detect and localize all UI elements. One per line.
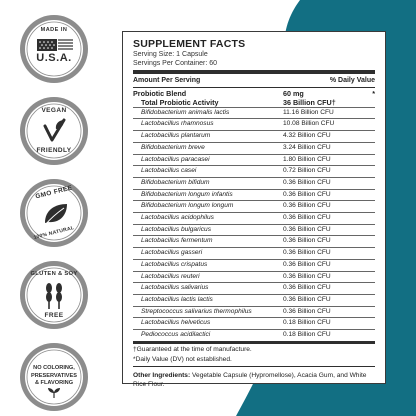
strain-amount: 4.32 Billion CFU <box>283 132 331 140</box>
strain-row <box>133 143 375 155</box>
strain-name: Bifidobacterium breve <box>141 143 205 151</box>
strain-name: Lactobacillus salivarius <box>141 284 209 292</box>
footnote-guaranteed: †Guaranteed at the time of manufacture. <box>133 345 252 353</box>
strain-row <box>133 190 375 202</box>
strain-name: Lactobacillus casei <box>141 167 197 175</box>
strain-list <box>133 108 375 344</box>
blend-name: Probiotic Blend <box>133 88 187 98</box>
strain-amount: 0.72 Billion CFU <box>283 167 331 175</box>
dv-header: % Daily Value <box>329 77 375 84</box>
sprout-icon <box>19 342 89 412</box>
strain-amount: 0.36 Billion CFU <box>283 178 331 186</box>
badge-main-text: U.S.A. <box>36 52 72 64</box>
total-amount: 36 Billion CFU† <box>283 97 336 107</box>
badge-top-text: GLUTEN & SOY <box>30 271 78 277</box>
strain-amount: 0.18 Billion CFU <box>283 319 331 327</box>
strain-row <box>133 225 375 237</box>
gmo-free-badge <box>19 178 89 248</box>
strain-name: Bifidobacterium bifidum <box>141 178 210 186</box>
made-in-usa-badge <box>19 14 89 84</box>
divider-thick <box>133 70 375 74</box>
strain-row <box>133 295 375 307</box>
strain-name: Lactobacillus crispatus <box>141 260 208 268</box>
gluten-soy-free-badge <box>19 260 89 330</box>
strain-amount: 0.36 Billion CFU <box>283 307 331 315</box>
strain-amount: 10.08 Billion CFU <box>283 120 335 128</box>
blend-block <box>133 88 375 108</box>
strain-name: Lactobacillus rhamnosus <box>141 120 214 128</box>
strain-amount: 0.36 Billion CFU <box>283 295 331 303</box>
badge-line-3: & FLAVORING <box>34 380 74 386</box>
strain-row <box>133 272 375 284</box>
strain-name: Lactobacillus helveticus <box>141 319 211 327</box>
blend-row <box>133 89 375 98</box>
badge-line-1: NO COLORING, <box>33 365 75 371</box>
vegan-friendly-badge <box>19 96 89 166</box>
blend-dv: * <box>372 88 375 98</box>
no-coloring-badge <box>19 342 89 412</box>
strain-amount: 0.36 Billion CFU <box>283 284 331 292</box>
strain-amount: 3.24 Billion CFU <box>283 143 331 151</box>
strain-name: Lactobacillus reuteri <box>141 272 200 280</box>
strain-name: Streptococcus salivarius thermophilus <box>141 307 252 315</box>
strain-name: Lactobacillus fermentum <box>141 237 213 245</box>
strain-row <box>133 307 375 319</box>
strain-row <box>133 155 375 167</box>
strain-row <box>133 119 375 131</box>
blend-amount: 60 mg <box>283 88 304 98</box>
strain-amount: 1.80 Billion CFU <box>283 155 331 163</box>
strain-amount: 0.36 Billion CFU <box>283 249 331 257</box>
other-ingredients <box>133 371 375 389</box>
total-activity-row <box>133 98 375 108</box>
column-header-row <box>133 76 375 88</box>
badge-line-2: PRESERVATIVES <box>30 372 77 379</box>
strain-row <box>133 318 375 330</box>
strain-amount: 0.18 Billion CFU <box>283 331 331 339</box>
serving-size: Serving Size: 1 Capsule <box>133 51 208 58</box>
strain-amount: 11.16 Billion CFU <box>283 108 334 116</box>
strain-name: Bifidobacterium longum longum <box>141 202 234 210</box>
ingredients-label: Other Ingredients: <box>133 371 191 379</box>
strain-amount: 0.36 Billion CFU <box>283 272 331 280</box>
strain-row <box>133 248 375 260</box>
strain-name: Lactobacillus bulgaricus <box>141 225 212 233</box>
usa-flag-icon <box>19 14 89 84</box>
strain-name: Bifidobacterium longum infantis <box>141 190 233 198</box>
amount-header: Amount Per Serving <box>133 77 201 84</box>
strain-row <box>133 166 375 178</box>
strain-name: Lactobacillus paracasei <box>141 155 210 163</box>
strain-amount: 0.36 Billion CFU <box>283 237 331 245</box>
strain-row <box>133 213 375 225</box>
strain-row <box>133 201 375 213</box>
strain-amount: 0.36 Billion CFU <box>283 202 331 210</box>
strain-name: Bifidobacterium animalis lactis <box>141 108 230 116</box>
supplement-facts-panel <box>122 31 386 388</box>
footnote-dv: *Daily Value (DV) not established. <box>133 355 375 367</box>
badge-bottom-text: FREE <box>44 312 64 319</box>
total-name: Total Probiotic Activity <box>141 97 219 107</box>
strain-amount: 0.36 Billion CFU <box>283 260 331 268</box>
badge-column <box>19 14 91 416</box>
badge-top-text: VEGAN <box>41 107 67 114</box>
strain-name: Lactobacillus lactis lactis <box>141 295 213 303</box>
facts-title: SUPPLEMENT FACTS <box>133 38 246 50</box>
strain-row <box>133 283 375 295</box>
strain-row <box>133 108 375 120</box>
badge-top-text: GMO FREE <box>34 184 74 201</box>
strain-row <box>133 178 375 190</box>
strain-row <box>133 260 375 272</box>
servings-per-container: Servings Per Container: 60 <box>133 60 218 67</box>
badge-bottom-text: 100% NATURAL <box>33 225 75 241</box>
badge-bottom-text: FRIENDLY <box>36 147 72 154</box>
strain-row <box>133 330 375 344</box>
ingredients-text: Vegetable Capsule (Hypromellose), Acacia Gum, and White Rice Flour. <box>133 371 367 388</box>
badge-top-text: MADE IN <box>40 27 68 33</box>
strain-row <box>133 236 375 248</box>
strain-name: Lactobacillus gasseri <box>141 249 203 257</box>
strain-name: Pediococcus acidilactici <box>141 331 211 339</box>
strain-amount: 0.36 Billion CFU <box>283 225 331 233</box>
strain-name: Lactobacillus plantarum <box>141 132 211 140</box>
strain-name: Lactobacillus acidophilus <box>141 214 214 222</box>
strain-amount: 0.36 Billion CFU <box>283 190 331 198</box>
strain-amount: 0.36 Billion CFU <box>283 214 331 222</box>
strain-row <box>133 131 375 143</box>
